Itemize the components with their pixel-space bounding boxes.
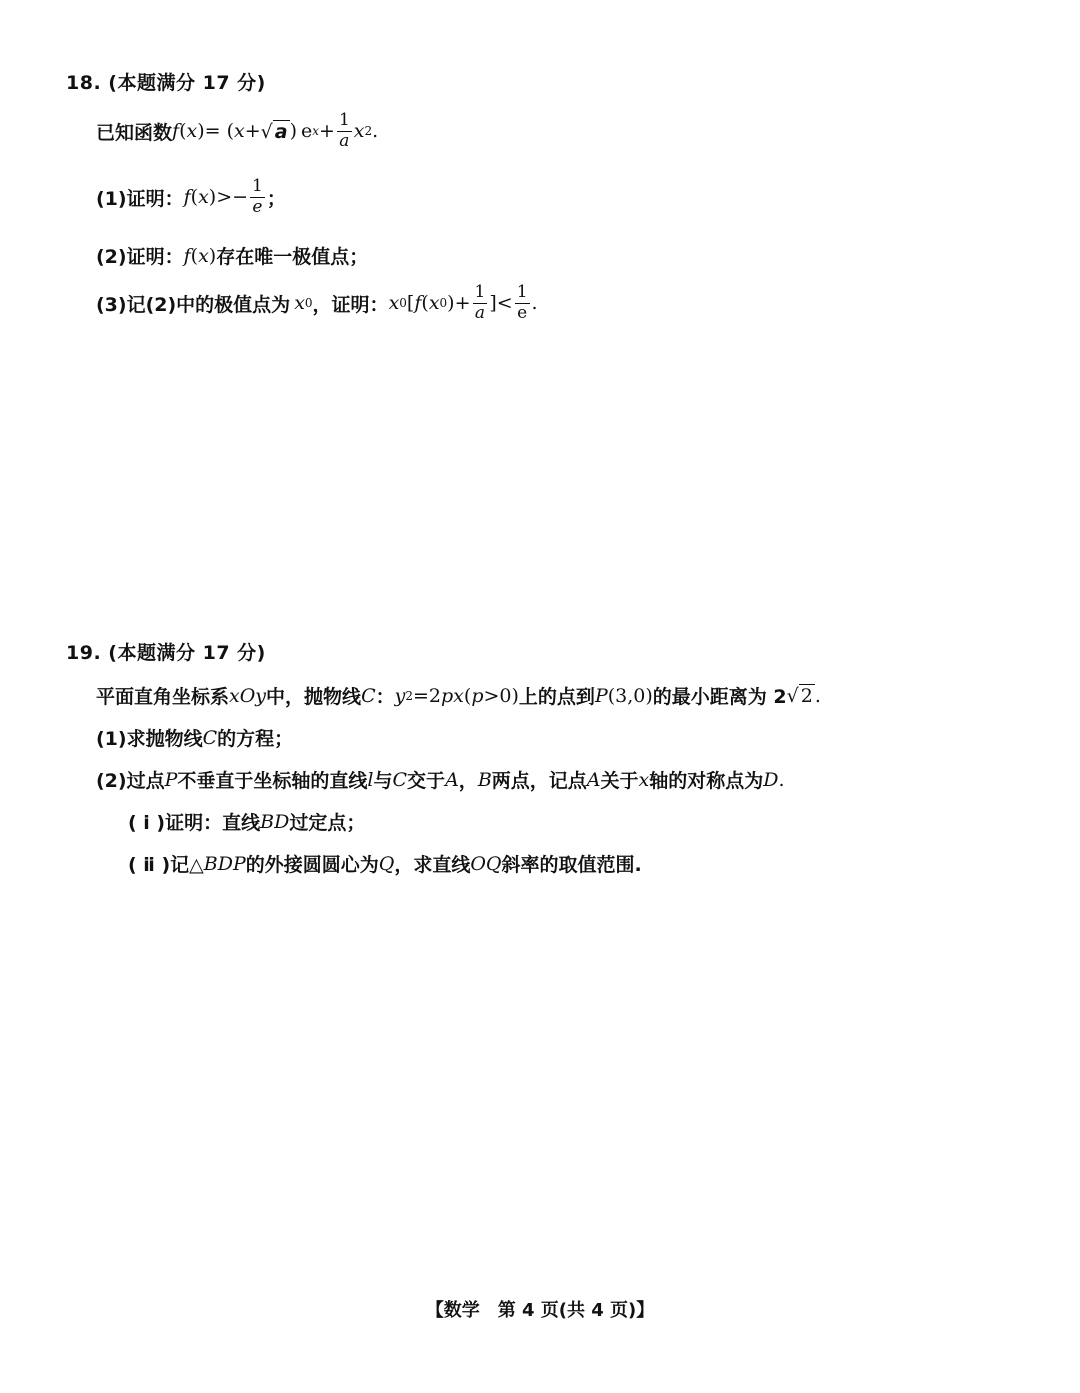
q19-part1: (1)求抛物线 C 的方程； xyxy=(96,726,294,750)
q18-stem: 已知函数 f ( x ) = ( x + √ a ) e x + $\frac{1}{a}$ x 2 . xyxy=(96,110,379,151)
q18-header xyxy=(66,68,266,95)
q18-part2: (2)证明： f ( x ) 存在唯一极值点； xyxy=(96,244,369,268)
q19-header xyxy=(66,638,266,665)
q18-score: (本题满分 17 分) xyxy=(108,72,266,94)
q18-part1: (1)证明： f ( x ) >− $\frac{1}{e}$ ； xyxy=(96,176,286,217)
sqrt-2: √ 2 xyxy=(786,685,813,707)
q18-part3: (3)记(2)中的极值点为 x 0 ，证明： x 0 [ f ( x 0 ) + $\frac{1}{a}$ ] < $\frac{1}{e}$ . xyxy=(96,282,538,323)
frac-1-over-a: $\frac{1}{a}$ xyxy=(338,110,350,151)
q19-sub-i: ( ⅰ )证明：直线 BD 过定点； xyxy=(128,810,366,834)
q19-number: 19. xyxy=(66,642,102,664)
sqrt-a: √ a xyxy=(260,120,288,143)
frac-1-over-e-2: $\frac{1}{e}$ xyxy=(516,282,528,323)
q19-part2: (2)过点 P 不垂直于坐标轴的直线 l 与 C 交于 A ， B 两点，记点 A 关于 x 轴的对称点为 D . xyxy=(96,768,785,792)
page-footer: 【数学 第 4 页(共 4 页)】 xyxy=(425,1300,655,1321)
frac-1-over-a-2: $\frac{1}{a}$ xyxy=(474,282,486,323)
q19-stem: 平面直角坐标系 xOy 中，抛物线 C ： y 2 =2 px ( p >0) 上的点到 P (3,0) 的最小距离为 2 √ 2 . xyxy=(96,684,821,708)
q19-sub-ii: ( ⅱ )记△ BDP 的外接圆圆心为 Q ，求直线 OQ 斜率的取值范围. xyxy=(128,852,642,876)
frac-1-over-e: $\frac{1}{e}$ xyxy=(252,176,263,217)
q18-number: 18. xyxy=(66,72,102,94)
q19-score: (本题满分 17 分) xyxy=(108,642,266,664)
